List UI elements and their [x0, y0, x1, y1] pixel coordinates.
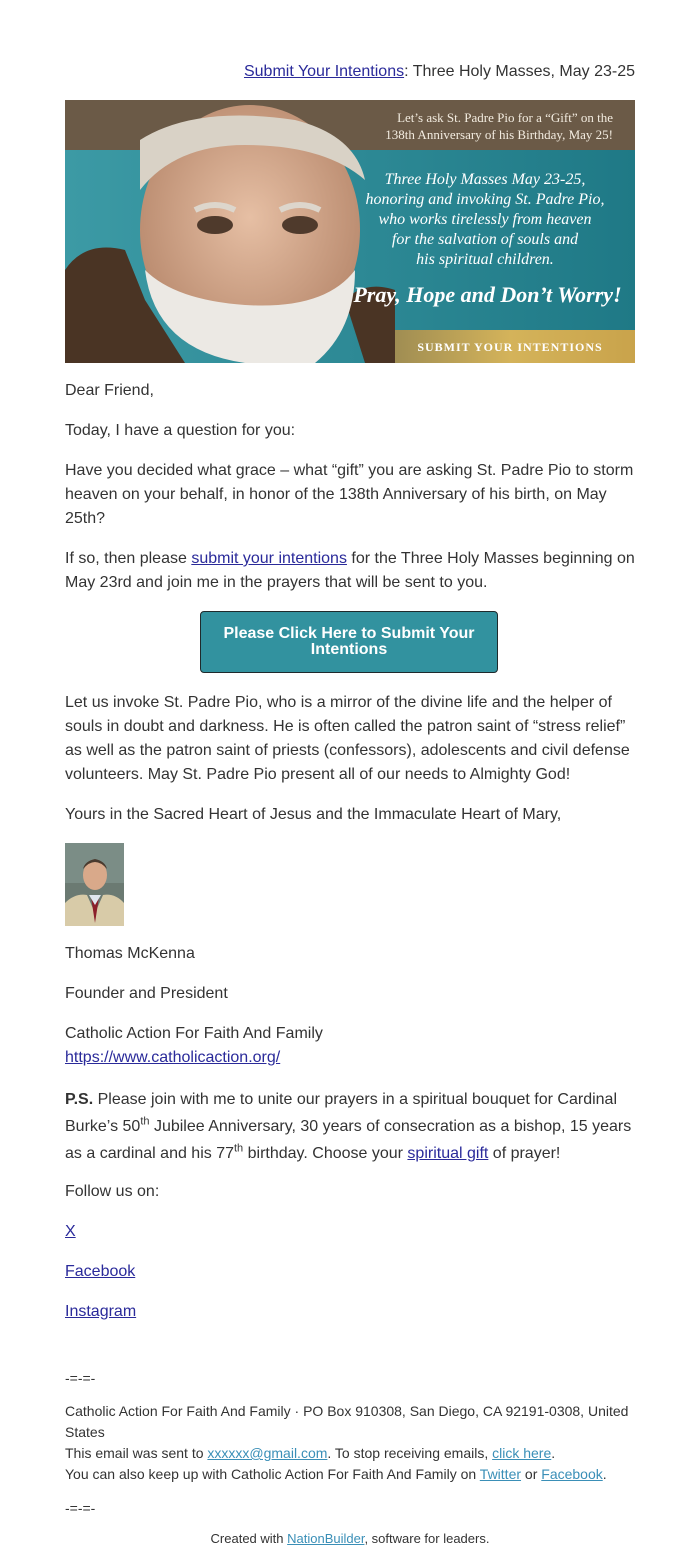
footer-address: Catholic Action For Faith And Family · PO Box 910308, San Diego, CA 92191-0308, United States — [65, 1403, 629, 1440]
footer-separator-top: -=-=- — [65, 1370, 96, 1386]
closing: Yours in the Sacred Heart of Jesus and the Immaculate Heart of Mary, — [65, 806, 562, 823]
nationbuilder-link[interactable]: NationBuilder — [287, 1531, 365, 1546]
social-instagram-link[interactable]: Instagram — [65, 1303, 137, 1320]
social-facebook-link[interactable]: Facebook — [65, 1263, 136, 1280]
social-instagram-line — [65, 1300, 136, 1324]
padre-pio-banner[interactable] — [65, 100, 635, 363]
footer-separator-bottom: -=-=- — [65, 1500, 96, 1516]
signatory-name: Thomas McKenna — [65, 945, 195, 962]
social-facebook-line — [65, 1260, 135, 1284]
footer-email-link[interactable]: xxxxxx@gmail.com — [207, 1445, 328, 1461]
banner-top-text: Let’s ask St. Padre Pio for a “Gift” on the 138th Anniversary of his Birthday, May 25! — [385, 110, 613, 142]
footer-keep-line: You can also keep up with Catholic Action For Faith And Family on Twitter or Facebook. — [65, 1466, 607, 1482]
organization-url-link[interactable]: https://www.catholicaction.org/ — [65, 1049, 281, 1066]
invoke-paragraph: Let us invoke St. Padre Pio, who is a mirror of the divine life and the helper of souls in doubt and darkness. He is often called the patron saint of “stress relief” as well as the patron saint of priests (confessors), adolescents and civil defense volunteers. May St. Padre Pio present all of our needs to Almighty God! — [65, 694, 630, 783]
banner-script-text: Pray, Hope and Don’t Worry! — [353, 282, 622, 307]
banner-cta[interactable]: SUBMIT YOUR INTENTIONS — [417, 340, 603, 354]
banner-body-text: Three Holy Masses May 23-25, honoring and invoking St. Padre Pio, who works tirelessly from heaven for the salvation of souls and his spiritual children. — [365, 171, 605, 268]
footer-facebook-link[interactable]: Facebook — [541, 1466, 603, 1482]
header-suffix: : Three Holy Masses, May 23-25 — [404, 63, 635, 80]
social-x-link[interactable]: X — [65, 1223, 76, 1240]
avatar — [65, 843, 124, 926]
question-intro: Today, I have a question for you: — [65, 422, 296, 439]
submit-paragraph: If so, then please submit your intentions for the Three Holy Masses beginning on May 23rd and join me in the prayers that will be sent to you. — [65, 550, 635, 591]
credit-line: Created with NationBuilder, software for leaders. — [210, 1531, 490, 1546]
question-paragraph: Have you decided what grace – what “gift” you are asking St. Padre Pio to storm heaven on your behalf, in honor of the 138th Anniversary of his birth, on May 25th? — [65, 462, 634, 527]
follow-label: Follow us on: — [65, 1183, 160, 1200]
unsubscribe-link[interactable]: click here — [492, 1445, 552, 1461]
spiritual-gift-link[interactable]: spiritual gift — [407, 1145, 489, 1162]
submit-intentions-header-link[interactable]: Submit Your Intentions — [243, 63, 405, 80]
submit-intentions-button[interactable]: Please Click Here to Submit Your Intentions — [200, 611, 498, 673]
header-line — [244, 60, 635, 84]
footer-sent-line: This email was sent to xxxxxx@gmail.com. To stop receiving emails, click here. — [65, 1445, 556, 1461]
organization-url-line — [65, 1046, 280, 1070]
social-x-line — [65, 1220, 76, 1244]
submit-intentions-link[interactable]: submit your intentions — [191, 550, 347, 567]
ps-paragraph: P.S. Please join with me to unite our prayers in a spiritual bouquet for Cardinal Burke’s 50th Jubilee Anniversary, 30 years of consecration as a bishop, 15 years as a cardinal and his 77th birthday. Choose your spiritual gift of prayer! — [65, 1091, 632, 1162]
ps-label: P.S. — [65, 1091, 94, 1108]
footer-twitter-link[interactable]: Twitter — [479, 1466, 522, 1482]
organization-name: Catholic Action For Faith And Family — [65, 1025, 323, 1042]
signatory-photo — [65, 843, 124, 926]
greeting: Dear Friend, — [65, 382, 154, 399]
signatory-title: Founder and President — [65, 985, 228, 1002]
